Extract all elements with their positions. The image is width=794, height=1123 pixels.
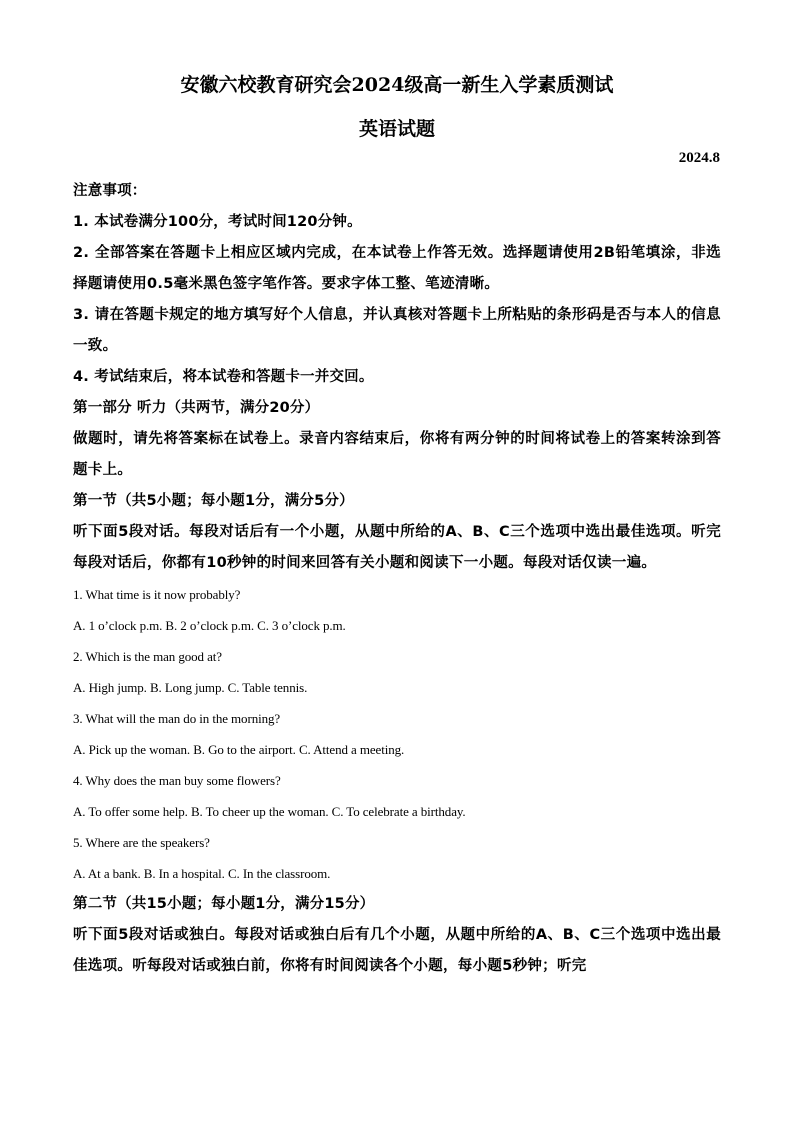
notice-item-4: 4. 考试结束后，将本试卷和答题卡一并交回。 <box>73 369 374 385</box>
question-2: 2. Which is the man good at? <box>73 649 222 664</box>
question-3: 3. What will the man do in the morning? <box>73 711 281 726</box>
section1-instruction: 听下面5段对话。每段对话后有一个小题，从题中所给的A、B、C三个选项中选出最佳选项。听完每段对话后，你都有10秒钟的时间来回答有关小题和阅读下一小题。每段对话仅读一遍。 <box>73 524 721 571</box>
question-1: 1. What time is it now probably? <box>73 587 241 602</box>
question-3-options: A. Pick up the woman. B. Go to the airport. C. Attend a meeting. <box>73 742 405 757</box>
notice-item-1: 1. 本试卷满分100分，考试时间120分钟。 <box>73 214 362 230</box>
question-1-options: A. 1 o’clock p.m. B. 2 o’clock p.m. C. 3 o’clock p.m. <box>73 618 346 633</box>
question-5: 5. Where are the speakers? <box>73 835 210 850</box>
part1-instruction: 做题时，请先将答案标在试卷上。录音内容结束后，你将有两分钟的时间将试卷上的答案转涂到答题卡上。 <box>73 431 721 478</box>
exam-date: 2024.8 <box>678 150 720 166</box>
question-4-options: A. To offer some help. B. To cheer up the woman. C. To celebrate a birthday. <box>73 804 466 819</box>
section2-heading: 第二节（共15小题；每小题1分，满分15分） <box>73 896 375 912</box>
section1-heading: 第一节（共5小题；每小题1分，满分5分） <box>73 493 354 509</box>
notice-item-3: 3. 请在答题卡规定的地方填写好个人信息，并认真核对答题卡上所粘贴的条形码是否与本人的信息一致。 <box>73 307 721 354</box>
section2-instruction: 听下面5段对话或独白。每段对话或独白后有几个小题，从题中所给的A、B、C三个选项中选出最佳选项。听每段对话或独白前，你将有时间阅读各个小题，每小题5秒钟；听完 <box>73 927 721 974</box>
exam-title: 安徽六校教育研究会2024级高一新生入学素质测试 <box>180 74 614 96</box>
exam-subtitle: 英语试题 <box>358 118 435 140</box>
exam-body <box>73 176 721 982</box>
part1-heading: 第一部分 听力（共两节，满分20分） <box>73 400 320 416</box>
question-4: 4. Why does the man buy some flowers? <box>73 773 281 788</box>
notice-heading: 注意事项： <box>73 183 147 199</box>
notice-item-2: 2. 全部答案在答题卡上相应区域内完成，在本试卷上作答无效。选择题请使用2B铅笔填涂，非选择题请使用0.5毫米黑色签字笔作答。要求字体工整、笔迹清晰。 <box>73 245 721 292</box>
question-5-options: A. At a bank. B. In a hospital. C. In the classroom. <box>73 866 331 881</box>
question-2-options: A. High jump. B. Long jump. C. Table tennis. <box>73 680 308 695</box>
